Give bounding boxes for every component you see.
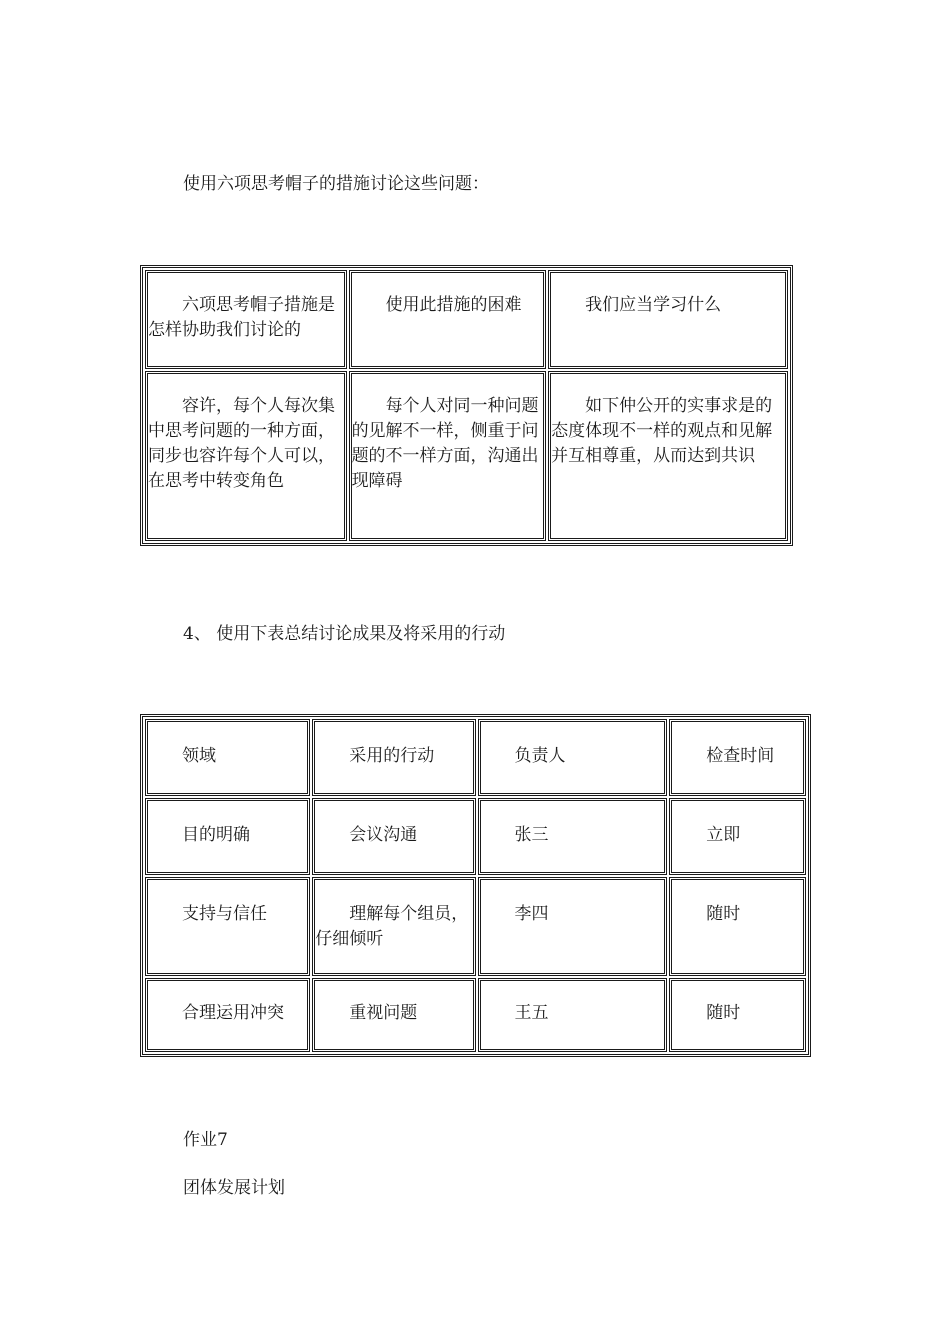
table-cell: 支持与信任 [145, 877, 310, 976]
six-hats-table [142, 267, 791, 544]
intro-text: 使用六项思考帽子的措施讨论这些问题： [183, 174, 489, 194]
section-4-heading: 4、 使用下表总结讨论成果及将采用的行动 [183, 624, 506, 644]
table-cell: 随时 [669, 877, 806, 976]
table-cell: 王五 [478, 978, 668, 1052]
table-row [145, 978, 806, 1052]
table-cell: 合理运用冲突 [145, 978, 310, 1052]
table-header-row [145, 270, 788, 369]
table-cell: 理解每个组员，仔细倾听 [312, 877, 475, 976]
table-cell: 随时 [669, 978, 806, 1052]
table-row [145, 798, 806, 875]
action-summary-table [142, 716, 809, 1055]
table-cell: 如下仲公开的实事求是的态度体现不一样的观点和见解并互相尊重，从而达到共识 [548, 371, 788, 541]
table-row [145, 371, 788, 541]
header-cell: 检查时间 [669, 719, 806, 796]
table-row [145, 877, 806, 976]
table-cell: 立即 [669, 798, 806, 875]
header-cell: 领域 [145, 719, 310, 796]
header-cell: 负责人 [478, 719, 668, 796]
table-cell: 会议沟通 [312, 798, 475, 875]
header-cell: 使用此措施的困难 [349, 270, 547, 369]
table-cell: 容许，每个人每次集中思考问题的一种方面，同步也容许每个人可以，在思考中转变角色 [145, 371, 347, 541]
plan-title: 团体发展计划 [183, 1178, 285, 1198]
table-cell: 重视问题 [312, 978, 475, 1052]
table-cell: 张三 [478, 798, 668, 875]
header-cell: 我们应当学习什么 [548, 270, 788, 369]
table-header-row [145, 719, 806, 796]
homework-label: 作业7 [183, 1130, 228, 1150]
header-cell: 六项思考帽子措施是怎样协助我们讨论的 [145, 270, 347, 369]
table-cell: 李四 [478, 877, 668, 976]
table-cell: 目的明确 [145, 798, 310, 875]
header-cell: 采用的行动 [312, 719, 475, 796]
table-cell: 每个人对同一种问题的见解不一样，侧重于问题的不一样方面，沟通出现障碍 [349, 371, 547, 541]
